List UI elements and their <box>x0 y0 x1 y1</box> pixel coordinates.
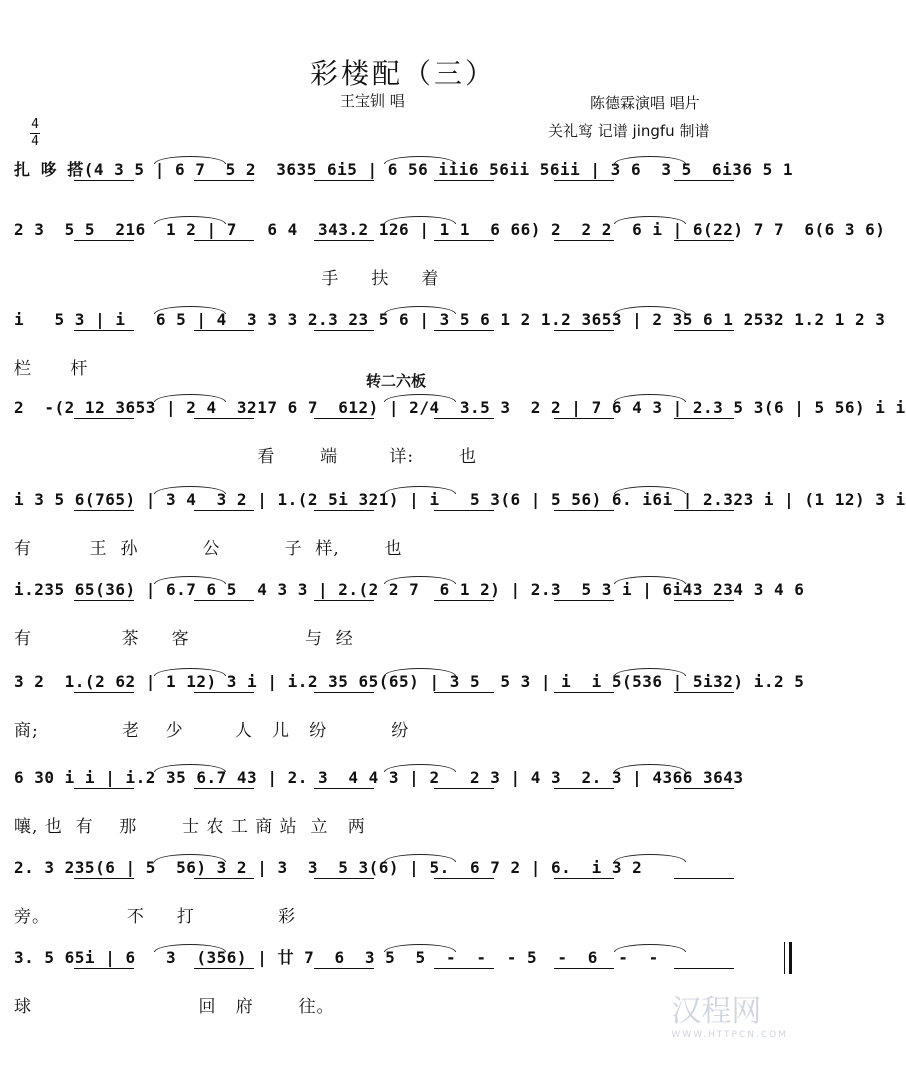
watermark-text: 汉程网 <box>671 994 762 1029</box>
beam-underline <box>314 600 374 601</box>
beam-underline <box>434 240 494 241</box>
lyric-line: 手 扶 着 <box>14 269 440 289</box>
beam-underline <box>674 240 734 241</box>
beam-underline <box>314 418 374 419</box>
time-signature <box>30 118 40 149</box>
beam-underline <box>194 878 254 879</box>
beam-underline <box>314 510 374 511</box>
beam-underline <box>74 418 134 419</box>
beam-underline <box>74 510 134 511</box>
singer-credit: 王宝钏 唱 <box>340 92 405 110</box>
beam-underline <box>74 692 134 693</box>
beam-underline <box>194 692 254 693</box>
score-notation: 2 3 5 5 216 1 2 | 7 6 4 343.2 126 | 1 1 6 66) 2 2 2 6 i | 6(22) 7 7 6(6 3 6) <box>14 220 886 239</box>
time-signature-bottom: 4 <box>31 134 39 149</box>
beam-underline <box>74 878 134 879</box>
beam-underline <box>194 510 254 511</box>
beam-underline <box>434 968 494 969</box>
beam-underline <box>194 418 254 419</box>
beam-underline <box>434 788 494 789</box>
beam-underline <box>674 968 734 969</box>
beam-underline <box>674 788 734 789</box>
beam-underline <box>194 240 254 241</box>
beam-underline <box>674 418 734 419</box>
beam-underline <box>194 600 254 601</box>
beam-underline <box>74 968 134 969</box>
beam-underline <box>74 788 134 789</box>
record-credit: 陈德霖演唱 唱片 <box>590 94 700 112</box>
beam-underline <box>554 510 614 511</box>
beam-underline <box>74 180 134 181</box>
beam-underline <box>554 418 614 419</box>
beam-underline <box>314 240 374 241</box>
score-line <box>14 570 805 662</box>
beam-underline <box>434 878 494 879</box>
score-notation: 3. 5 65i | 6 3 (356) | 廿 7 6 3 5 5 - - - 5 - 6 - - <box>14 948 659 967</box>
beam-underline <box>434 692 494 693</box>
beam-underline <box>314 330 374 331</box>
beam-underline <box>554 330 614 331</box>
beam-underline <box>194 788 254 789</box>
lyric-line: 旁。 不 打 彩 <box>14 907 297 927</box>
score-notation: 6 30 i i | i.2 35 6.7 43 | 2. 3 4 4 3 | 2 2 3 | 4 3 2. 3 | 4366 3643 <box>14 768 744 787</box>
watermark-sub: WWW.HTTPCN.COM <box>671 1030 788 1040</box>
beam-underline <box>554 968 614 969</box>
beam-underline <box>314 968 374 969</box>
beam-underline <box>314 180 374 181</box>
beam-underline <box>674 510 734 511</box>
score-line <box>14 848 794 940</box>
section-label: 转二六板 <box>366 372 427 390</box>
beam-underline <box>314 878 374 879</box>
lyric-line: 有 茶 客 与 经 <box>14 629 354 649</box>
lyric-line: 栏 杆 <box>14 359 89 379</box>
beam-underline <box>434 180 494 181</box>
notation-credit: 关礼窎 记谱 jingfu 制谱 <box>548 122 710 140</box>
beam-underline <box>554 240 614 241</box>
beam-underline <box>434 600 494 601</box>
score-notation: i 3 5 6(765) | 3 4 3 2 | 1.(2 5i 321) | i 5 3(6 | 5 56) 6. i6i | 2.323 i | (1 12) 3 i <box>14 490 906 509</box>
score-notation: i 5 3 | i 6 5 | 4 3 3 3 2.3 23 5 6 | 3 5 6 1 2 1.2 3653 | 2 35 6 1 2532 1.2 1 2 3 <box>14 310 886 329</box>
score-line <box>14 662 805 754</box>
beam-underline <box>554 878 614 879</box>
beam-underline <box>314 788 374 789</box>
beam-underline <box>74 240 134 241</box>
score-line <box>14 300 886 392</box>
score-line <box>14 480 906 572</box>
final-barline-thin <box>784 942 785 974</box>
score-line <box>14 210 886 302</box>
watermark <box>671 986 788 1040</box>
beam-underline <box>674 878 734 879</box>
beam-underline <box>554 692 614 693</box>
page-title: 彩楼配（三） <box>309 57 496 90</box>
beam-underline <box>674 600 734 601</box>
score-notation: 2 -(2 12 3653 | 2 4 3217 6 7 612) | 2/4 3.5 3 2 2 | 7 6 4 3 | 2.3 5 3(6 | 5 56) i i <box>14 398 906 417</box>
beam-underline <box>194 968 254 969</box>
score-notation: 2. 3 235(6 | 5 56) 3 2 | 3 3 5 3(6) | 5. 6 7 2 | 6. i 3 2 <box>14 858 643 877</box>
final-barline-thick <box>789 942 792 974</box>
beam-underline <box>314 692 374 693</box>
score-notation: 扎 哆 搭(4 3 5 | 6 7 5 2 3635 6i5 | 6 56 iii6 56ii 56ii | 3 6 3 5 6i36 5 1 <box>14 160 794 179</box>
lyric-line: 嚷, 也 有 那 士 农 工 商 站 立 两 <box>14 817 366 837</box>
beam-underline <box>674 180 734 181</box>
score-notation: i.235 65(36) | 6.7 6 5 4 3 3 | 2.(2 2 7 6 1 2) | 2.3 5 3 i | 6i43 234 3 4 6 <box>14 580 805 599</box>
beam-underline <box>194 180 254 181</box>
score-line <box>14 388 906 480</box>
lyric-line: 有 王 孙 公 子 样, 也 <box>14 539 403 559</box>
beam-underline <box>434 418 494 419</box>
beam-underline <box>74 330 134 331</box>
beam-underline <box>434 510 494 511</box>
beam-underline <box>194 330 254 331</box>
lyric-line: 看 端 详: 也 <box>14 447 477 467</box>
lyric-line: 球 回 府 往。 <box>14 997 335 1017</box>
score-notation: 3 2 1.(2 62 | 1 12) 3 i | i.2 35 65(65) | 3 5 5 3 | i i 5(536 | 5i32) i.2 5 <box>14 672 805 691</box>
beam-underline <box>74 600 134 601</box>
lyric-line: 商; 老 少 人 儿 纷 纷 <box>14 721 410 741</box>
beam-underline <box>554 180 614 181</box>
time-signature-top: 4 <box>31 117 39 132</box>
beam-underline <box>674 692 734 693</box>
beam-underline <box>554 600 614 601</box>
score-line <box>14 758 794 850</box>
beam-underline <box>554 788 614 789</box>
beam-underline <box>434 330 494 331</box>
beam-underline <box>674 330 734 331</box>
